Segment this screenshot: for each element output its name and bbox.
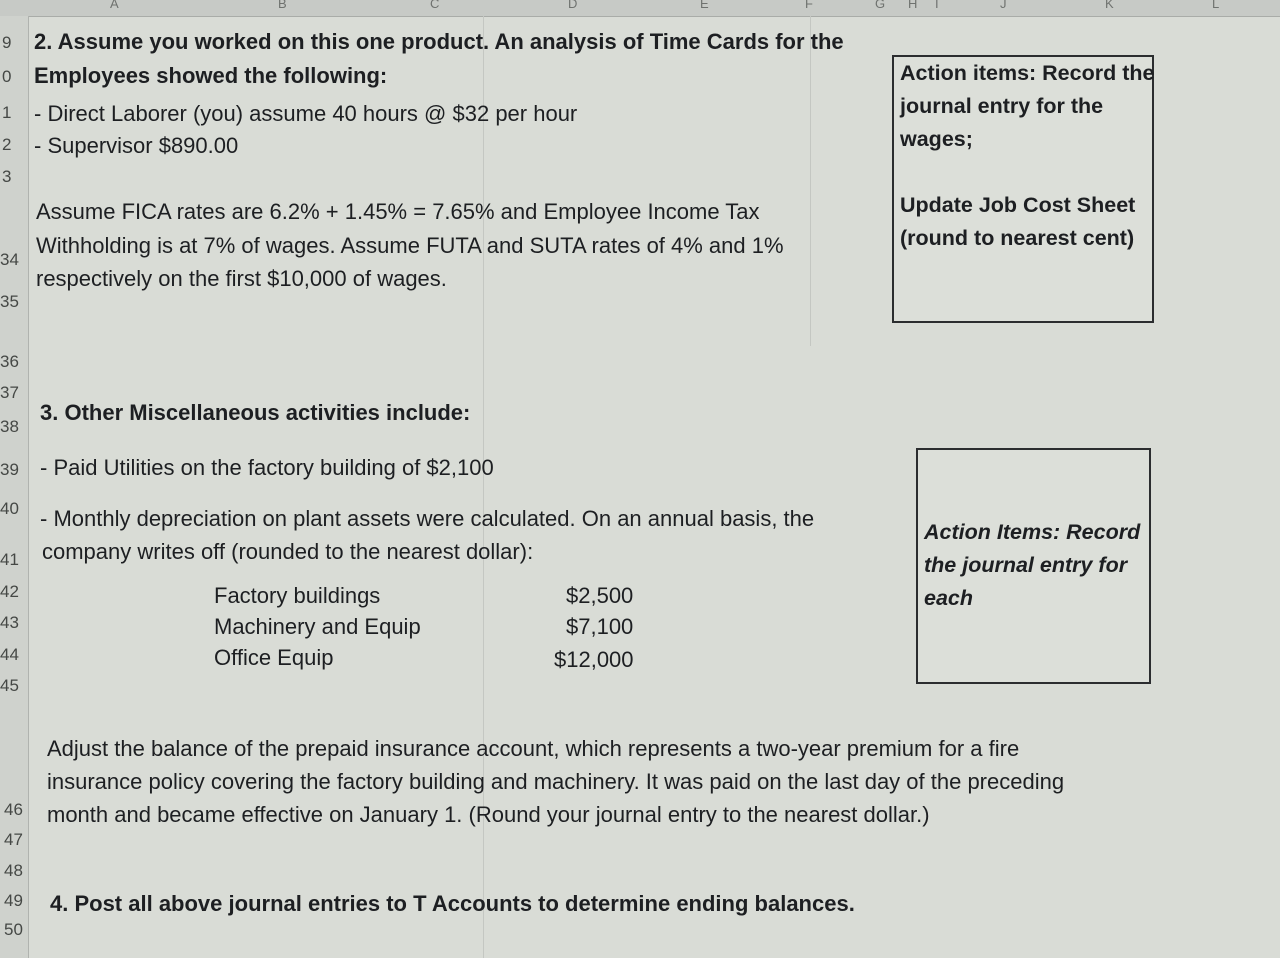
box2-line2: the journal entry for [924,553,1128,577]
row-number[interactable]: 36 [0,352,19,371]
column-header-c[interactable]: C [430,0,440,11]
row-number[interactable]: 3 [2,167,12,186]
box1-line3: wages; [900,127,973,151]
row-number[interactable]: 40 [0,499,19,518]
column-header-j[interactable]: J [1000,0,1007,11]
row-number[interactable]: 41 [0,550,19,569]
column-header-e[interactable]: E [700,0,709,11]
column-header-h[interactable]: H [908,0,918,11]
row-number[interactable]: 39 [0,460,19,479]
row-number[interactable]: 0 [2,67,12,86]
row-number[interactable]: 1 [2,103,12,122]
row-number[interactable]: 49 [4,891,23,910]
box1-line5: (round to nearest cent) [900,226,1135,250]
insurance-paragraph-line1[interactable]: Adjust the balance of the prepaid insurance account, which represents a two-year premium for a fire [47,736,1020,761]
section4-title[interactable]: 4. Post all above journal entries to T Accounts to determine ending balances. [50,891,855,916]
column-header-bar [0,0,1280,17]
grid-line [810,16,811,346]
section3-item-depreciation-line1[interactable]: - Monthly depreciation on plant assets were calculated. On an annual basis, the [40,506,815,531]
box2-line3: each [924,586,974,610]
row-number[interactable]: 47 [4,830,23,849]
box1-line1: Action items: Record the [900,61,1155,85]
row-number[interactable]: 35 [0,292,19,311]
asset-name[interactable]: Machinery and Equip [214,614,421,639]
asset-name[interactable]: Factory buildings [214,583,381,608]
row-number[interactable]: 45 [0,676,19,695]
column-header-k[interactable]: K [1105,0,1114,11]
row-number[interactable]: 9 [2,33,12,52]
row-number[interactable]: 43 [0,613,19,632]
section2-item-supervisor[interactable]: - Supervisor $890.00 [34,133,239,158]
row-number[interactable]: 50 [4,920,23,939]
section2-paragraph-line2[interactable]: Withholding is at 7% of wages. Assume FUTA and SUTA rates of 4% and 1% [36,233,784,258]
row-number[interactable]: 46 [4,800,23,819]
box1-line4: Update Job Cost Sheet [900,193,1136,217]
insurance-paragraph-line2[interactable]: insurance policy covering the factory building and machinery. It was paid on the last day of the preceding [47,769,1065,794]
section2-title-line2[interactable]: Employees showed the following: [34,63,388,88]
section2-title-line1[interactable]: 2. Assume you worked on this one product. An analysis of Time Cards for the [34,29,844,54]
column-header-l[interactable]: L [1212,0,1220,11]
section3-title[interactable]: 3. Other Miscellaneous activities include: [40,400,471,425]
column-header-i[interactable]: I [935,0,939,11]
section2-item-direct-laborer[interactable]: - Direct Laborer (you) assume 40 hours @ $32 per hour [34,101,578,126]
asset-amount[interactable]: $12,000 [554,647,634,672]
column-header-b[interactable]: B [278,0,287,11]
row-number[interactable]: 37 [0,383,19,402]
row-number[interactable]: 42 [0,582,19,601]
column-header-a[interactable]: A [110,0,119,11]
column-header-d[interactable]: D [568,0,578,11]
asset-amount[interactable]: $7,100 [566,614,634,639]
row-number[interactable]: 44 [0,645,19,664]
asset-name[interactable]: Office Equip [214,645,334,670]
asset-amount[interactable]: $2,500 [566,583,634,608]
box2-line1: Action Items: Record [924,520,1141,544]
row-number[interactable]: 48 [4,861,23,880]
row-number[interactable]: 38 [0,417,19,436]
column-header-g[interactable]: G [875,0,886,11]
row-number[interactable]: 34 [0,250,19,269]
section2-paragraph-line3[interactable]: respectively on the first $10,000 of wages. [36,266,447,291]
insurance-paragraph-line3[interactable]: month and became effective on January 1. (Round your journal entry to the nearest dollar.) [47,802,930,827]
section3-item-depreciation-line2[interactable]: company writes off (rounded to the nearest dollar): [42,539,534,564]
box1-line2: journal entry for the [900,94,1104,118]
section2-paragraph-line1[interactable]: Assume FICA rates are 6.2% + 1.45% = 7.65% and Employee Income Tax [36,199,760,224]
action-items-box-journal-entries[interactable] [916,448,1151,684]
row-number[interactable]: 2 [2,135,12,154]
column-header-f[interactable]: F [805,0,813,11]
action-items-box-wages[interactable] [892,55,1154,323]
section3-item-utilities[interactable]: - Paid Utilities on the factory building of $2,100 [40,455,494,480]
